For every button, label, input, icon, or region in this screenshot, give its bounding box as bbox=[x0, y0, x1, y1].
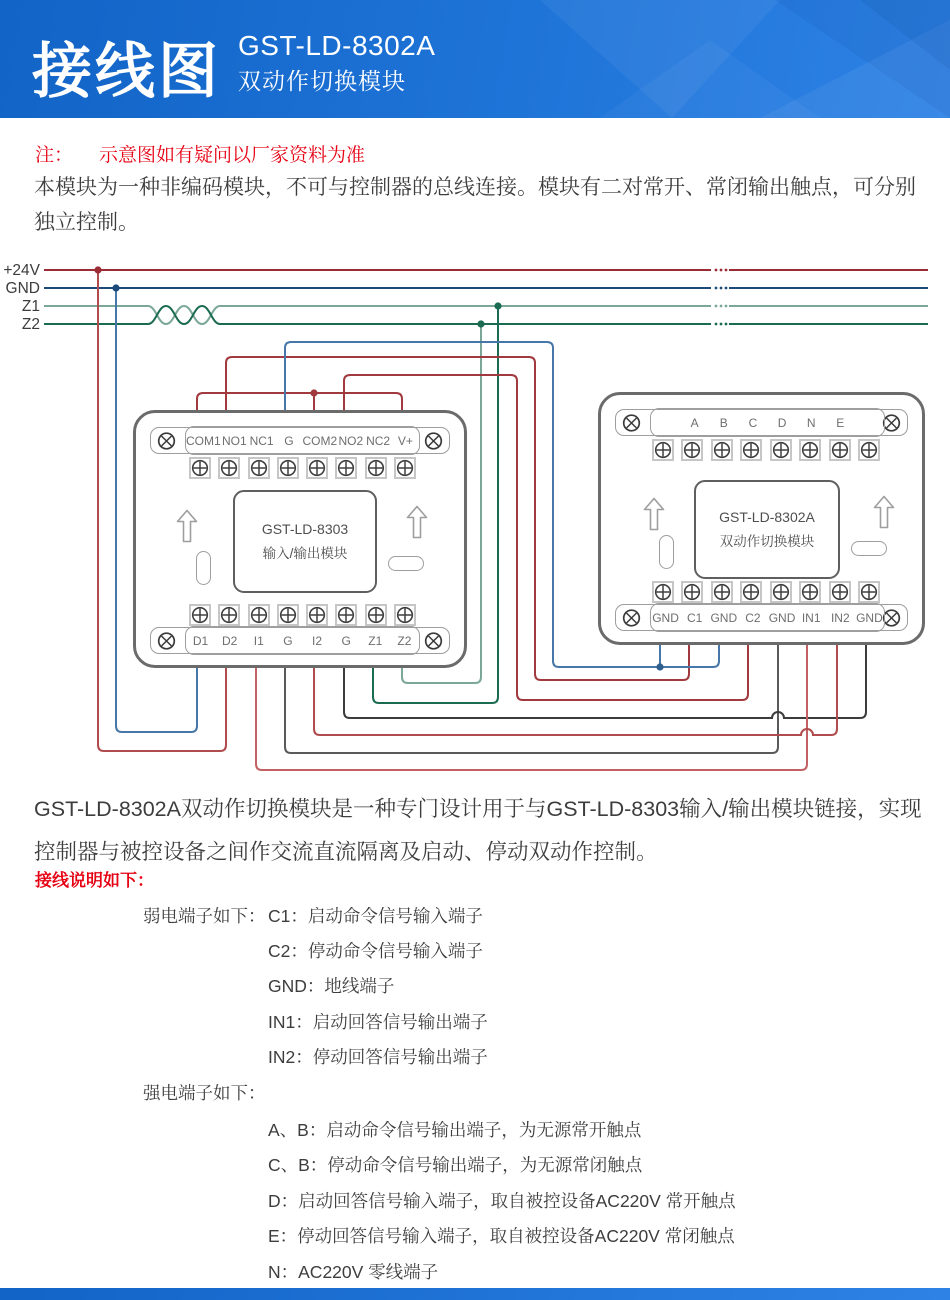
terminal-label: COM1 bbox=[186, 433, 221, 448]
terminal-strip bbox=[615, 409, 908, 436]
section-label: 强电端子如下： bbox=[143, 1083, 266, 1103]
junction-dot bbox=[720, 305, 723, 308]
screw-terminal bbox=[335, 604, 357, 626]
terminal-note: C1：启动命令信号输入端子 bbox=[268, 906, 483, 926]
terminal-note: IN2：停动回答信号输出端子 bbox=[268, 1047, 488, 1068]
terminal-label: NC1 bbox=[249, 433, 274, 448]
terminal-label: NO2 bbox=[338, 433, 364, 448]
terminal-label-box bbox=[185, 426, 420, 455]
screw-terminal bbox=[799, 581, 821, 603]
terminal-note: C、B：停动命令信号输出端子，为无源常闭触点 bbox=[268, 1155, 643, 1176]
junction-dot bbox=[725, 305, 728, 308]
terminal-label: GND bbox=[856, 610, 883, 625]
screw-terminal bbox=[711, 581, 733, 603]
terminal-label: GND bbox=[652, 610, 679, 625]
screw-terminal bbox=[189, 457, 211, 479]
up-arrow-icon bbox=[643, 497, 665, 531]
module-gst-ld-8303 bbox=[133, 410, 467, 668]
terminal-label: G bbox=[283, 633, 293, 648]
terminal-note: N：AC220V 零线端子 bbox=[268, 1261, 439, 1282]
screw-terminal bbox=[858, 581, 880, 603]
terminal-label: I1 bbox=[253, 633, 264, 648]
screw-terminal bbox=[248, 604, 270, 626]
junction-dot bbox=[720, 323, 723, 326]
corner-screw-icon bbox=[424, 431, 443, 450]
screw-terminal bbox=[394, 457, 416, 479]
screw-terminal bbox=[858, 439, 880, 461]
junction-dot bbox=[715, 305, 718, 308]
up-arrow-icon bbox=[873, 495, 895, 529]
bus-z2 bbox=[44, 306, 928, 324]
corner-screw-icon bbox=[622, 608, 641, 627]
terminal-label: B bbox=[719, 415, 728, 430]
model-name: GST-LD-8302A bbox=[238, 30, 436, 61]
terminal-label: G bbox=[284, 433, 294, 448]
terminal-label: C bbox=[748, 415, 758, 430]
terminal-label: G bbox=[341, 633, 351, 648]
screw-terminal bbox=[306, 457, 328, 479]
screw-terminal bbox=[365, 457, 387, 479]
junction-dot bbox=[725, 287, 728, 290]
page-title: 接线图 bbox=[32, 38, 221, 105]
up-arrow-icon bbox=[406, 505, 428, 539]
junction-dot bbox=[725, 323, 728, 326]
junction-dot bbox=[715, 269, 718, 272]
terminal-label-box bbox=[185, 626, 420, 655]
screw-terminal bbox=[652, 439, 674, 461]
junction-dot bbox=[112, 284, 119, 291]
slot-pill bbox=[196, 551, 211, 585]
terminal-label: D2 bbox=[222, 633, 238, 648]
terminal-note: GND：地线端子 bbox=[268, 976, 395, 997]
bus-label: GND bbox=[5, 280, 40, 297]
screw-terminal bbox=[335, 457, 357, 479]
slot-pill bbox=[851, 541, 887, 556]
screw-terminal bbox=[277, 457, 299, 479]
slot-pill bbox=[659, 535, 674, 569]
module-title: GST-LD-8302A bbox=[719, 509, 815, 525]
terminal-strip bbox=[150, 627, 450, 654]
screw-terminal bbox=[365, 604, 387, 626]
terminal-note: IN1：启动回答信号输出端子 bbox=[268, 1011, 488, 1032]
screw-terminal bbox=[218, 604, 240, 626]
module-subtitle: 双动作切换模块 bbox=[719, 534, 815, 549]
corner-screw-icon bbox=[157, 631, 176, 650]
terminal-label: NO1 bbox=[221, 433, 247, 448]
terminal-label: COM2 bbox=[302, 433, 338, 448]
terminal-label: D1 bbox=[192, 633, 209, 648]
bus-z1 bbox=[44, 306, 928, 324]
terminal-strip bbox=[615, 604, 908, 631]
section-label: 弱电端子如下： bbox=[143, 906, 266, 926]
junction-dot bbox=[720, 269, 723, 272]
screw-terminal bbox=[306, 604, 328, 626]
junction-dot bbox=[477, 320, 484, 327]
screw-terminal bbox=[681, 439, 703, 461]
screw-terminal bbox=[218, 457, 240, 479]
terminal-label: I2 bbox=[312, 633, 323, 648]
note-text: 示意图如有疑问以厂家资料为准 bbox=[99, 145, 366, 166]
module-gst-ld-8302a bbox=[598, 392, 925, 645]
terminal-label: C2 bbox=[745, 610, 761, 625]
junction-dot bbox=[720, 287, 723, 290]
terminal-label: GND bbox=[768, 610, 796, 625]
module-title: GST-LD-8303 bbox=[261, 521, 349, 537]
terminal-label: IN2 bbox=[830, 610, 850, 625]
bus-label: +24V bbox=[3, 262, 40, 279]
screw-terminal bbox=[740, 581, 762, 603]
module-label-box bbox=[233, 490, 377, 593]
terminal-label-box bbox=[650, 408, 885, 437]
corner-screw-icon bbox=[157, 431, 176, 450]
terminal-note: A、B：启动命令信号输出端子，为无源常开触点 bbox=[268, 1120, 642, 1140]
terminal-label: Z1 bbox=[368, 633, 383, 648]
screw-terminal bbox=[770, 439, 792, 461]
screw-terminal bbox=[799, 439, 821, 461]
terminal-note: E：停动回答信号输入端子，取自被控设备AC220V 常闭触点 bbox=[268, 1226, 735, 1247]
screw-terminal bbox=[189, 604, 211, 626]
corner-screw-icon bbox=[424, 631, 443, 650]
page-header bbox=[0, 0, 950, 118]
corner-screw-icon bbox=[622, 413, 641, 432]
terminal-label: Z2 bbox=[397, 633, 412, 648]
junction-dot bbox=[715, 323, 718, 326]
footer-bar bbox=[0, 1288, 950, 1300]
wire-com-tie bbox=[197, 393, 402, 410]
module-label-box bbox=[694, 480, 840, 579]
screw-terminal bbox=[394, 604, 416, 626]
screw-terminal bbox=[711, 439, 733, 461]
screw-terminal bbox=[740, 439, 762, 461]
screw-terminal bbox=[248, 457, 270, 479]
terminal-note: D：启动回答信号输入端子，取自被控设备AC220V 常开触点 bbox=[268, 1190, 736, 1211]
intro-paragraph: 本模块为一种非编码模块，不可与控制器的总线连接。模块有二对常开、常闭输出触点，可分别独立控制。 bbox=[34, 176, 916, 234]
terminal-label: A bbox=[690, 415, 699, 430]
screw-terminal bbox=[829, 439, 851, 461]
bus-label: Z2 bbox=[21, 316, 40, 333]
up-arrow-icon bbox=[176, 509, 198, 543]
model-subtitle: 双动作切换模块 bbox=[238, 68, 406, 94]
terminal-label: N bbox=[806, 415, 816, 430]
bus-label: Z1 bbox=[21, 298, 40, 315]
junction-dot bbox=[494, 302, 501, 309]
screw-terminal bbox=[770, 581, 792, 603]
screw-terminal bbox=[652, 581, 674, 603]
terminal-label: IN1 bbox=[801, 610, 821, 625]
slot-pill bbox=[388, 556, 424, 571]
terminal-label: C1 bbox=[687, 610, 703, 625]
junction-dot bbox=[310, 389, 317, 396]
junction-dot bbox=[715, 287, 718, 290]
terminal-label-box bbox=[650, 603, 885, 632]
screw-terminal bbox=[829, 581, 851, 603]
description-paragraph: GST-LD-8302A双动作切换模块是一种专门设计用于与GST-LD-8303输入/输出模块链接，实现控制器与被控设备之间作交流直流隔离及启动、停动双动作控制。 bbox=[34, 797, 922, 864]
junction-dot bbox=[725, 269, 728, 272]
instructions-title: 接线说明如下： bbox=[35, 871, 154, 890]
terminal-label: NC2 bbox=[366, 433, 391, 448]
note-prefix: 注： bbox=[35, 145, 74, 166]
junction-dot bbox=[94, 266, 101, 273]
screw-terminal bbox=[681, 581, 703, 603]
terminal-label: E bbox=[836, 415, 845, 430]
junction-dot bbox=[656, 663, 663, 670]
terminal-label: GND bbox=[710, 610, 738, 625]
terminal-label: V+ bbox=[397, 433, 413, 448]
module-subtitle: 输入/输出模块 bbox=[262, 546, 348, 561]
terminal-label: D bbox=[777, 415, 787, 430]
screw-terminal bbox=[277, 604, 299, 626]
note-line bbox=[35, 140, 365, 167]
terminal-note: C2：停动命令信号输入端子 bbox=[268, 941, 483, 961]
terminal-strip bbox=[150, 427, 450, 454]
